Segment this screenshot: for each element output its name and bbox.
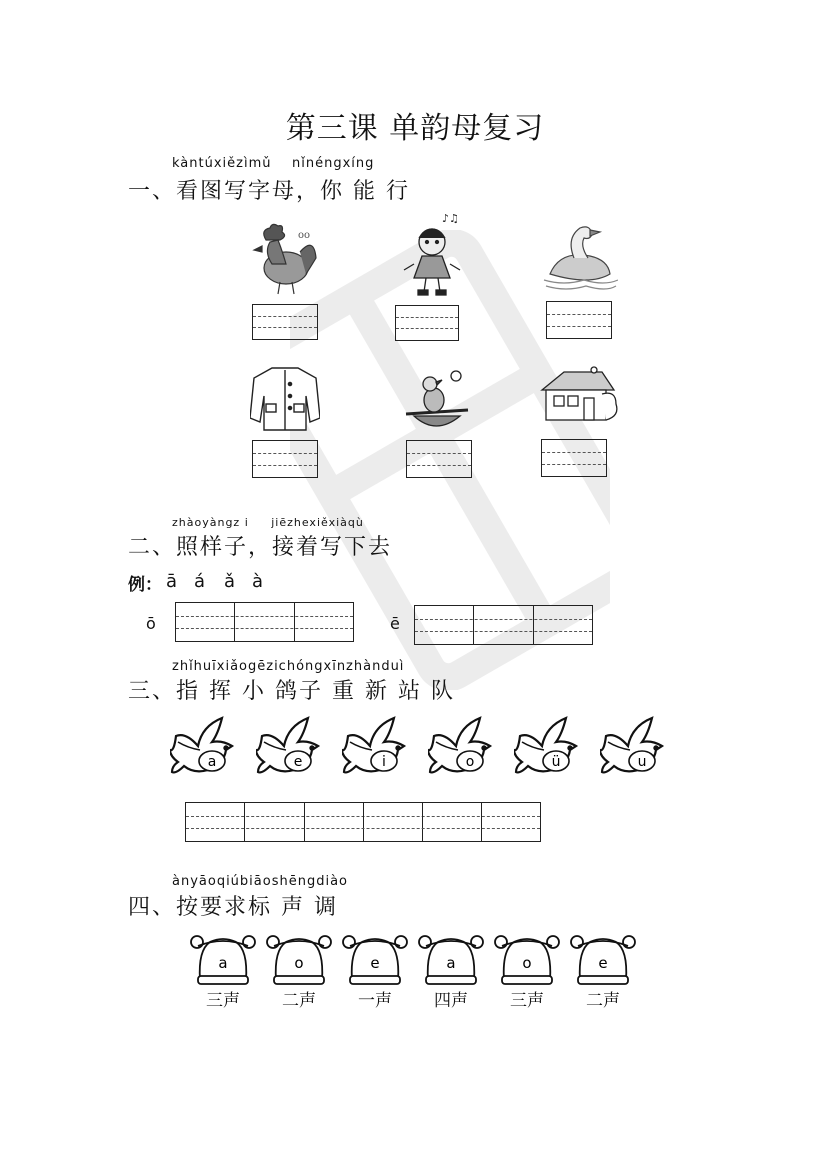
- hat-5[interactable]: [492, 932, 562, 986]
- section2-pinyin: zhàoyàngz i jiēzhexiěxiàqù: [172, 516, 364, 529]
- coat-picture: [250, 364, 320, 432]
- hat-letter: a: [446, 954, 456, 972]
- dove-1[interactable]: [170, 716, 236, 778]
- hat-letter: o: [522, 954, 532, 972]
- section4-pinyin: ànyāoqiúbiāoshēngdiào: [172, 874, 348, 889]
- example-tone-1: ā: [166, 571, 178, 592]
- hat-row: [188, 932, 648, 1012]
- section4-heading: 四、按要求标 声 调: [128, 895, 338, 920]
- row-e-label: ē: [390, 614, 400, 633]
- answer-box-4[interactable]: [252, 440, 318, 478]
- section2-heading: 二、照样子，接着写下去: [128, 535, 393, 560]
- dove-letter: a: [207, 754, 217, 770]
- example-tone-2: á: [194, 571, 206, 592]
- hat-item: [568, 932, 638, 1012]
- dove-row: [170, 716, 670, 780]
- hat-letter: a: [218, 954, 228, 972]
- answer-row-doves[interactable]: [185, 802, 541, 842]
- house-picture: [538, 364, 618, 430]
- hat-tone-label: 二声: [282, 991, 316, 1011]
- dove-letter: u: [637, 754, 647, 770]
- answer-box-1[interactable]: [252, 304, 318, 340]
- dove-letter: o: [465, 754, 475, 770]
- example-label: 例：: [128, 575, 162, 595]
- dove-6[interactable]: [600, 716, 666, 778]
- answer-box-5[interactable]: [406, 440, 472, 478]
- answer-row-e[interactable]: [414, 605, 593, 645]
- dove-4[interactable]: [428, 716, 494, 778]
- hat-tone-label: 三声: [206, 991, 240, 1011]
- goose-picture: [540, 214, 618, 294]
- hat-item: [492, 932, 562, 1012]
- dove-letter: i: [382, 754, 386, 770]
- dove-letter: e: [293, 754, 303, 770]
- hat-1[interactable]: [188, 932, 258, 986]
- hat-letter: e: [370, 954, 380, 972]
- hat-tone-label: 二声: [586, 991, 620, 1011]
- rooster-picture: [248, 222, 320, 298]
- example-tone-3: ǎ: [224, 571, 236, 592]
- hat-item: [340, 932, 410, 1012]
- bird-in-nest-picture: [400, 366, 474, 436]
- section3-pinyin: zhǐhuīxiǎogēzichóngxīnzhànduì: [172, 659, 405, 674]
- hat-letter: e: [598, 954, 608, 972]
- section1-heading: 一、看图写字母，你 能 行: [128, 179, 410, 204]
- section3-heading: 三、指 挥 小 鸽子 重 新 站 队: [128, 679, 455, 704]
- singing-girl-picture: [400, 212, 464, 298]
- hat-item: [416, 932, 486, 1012]
- row-o-label: ō: [146, 614, 156, 633]
- dove-letter: ü: [551, 754, 561, 770]
- answer-box-6[interactable]: [541, 439, 607, 477]
- answer-box-3[interactable]: [546, 301, 612, 339]
- hat-6[interactable]: [568, 932, 638, 986]
- example-tone-4: à: [252, 571, 264, 592]
- hat-tone-label: 三声: [510, 991, 544, 1011]
- answer-box-2[interactable]: [395, 305, 459, 341]
- section1-pinyin: kàntúxiězìmǔ nǐnéngxíng: [172, 156, 375, 171]
- page-title: 第三课 单韵母复习: [285, 111, 545, 146]
- svg-text:♪♫: ♪♫: [442, 212, 459, 225]
- hat-3[interactable]: [340, 932, 410, 986]
- hat-letter: o: [294, 954, 304, 972]
- hat-2[interactable]: [264, 932, 334, 986]
- svg-text:oo: oo: [298, 230, 311, 241]
- hat-4[interactable]: [416, 932, 486, 986]
- hat-item: [188, 932, 258, 1012]
- dove-5[interactable]: [514, 716, 580, 778]
- hat-item: [264, 932, 334, 1012]
- hat-tone-label: 一声: [358, 991, 392, 1011]
- answer-row-o[interactable]: [175, 602, 354, 642]
- dove-2[interactable]: [256, 716, 322, 778]
- hat-tone-label: 四声: [434, 991, 468, 1011]
- dove-3[interactable]: [342, 716, 408, 778]
